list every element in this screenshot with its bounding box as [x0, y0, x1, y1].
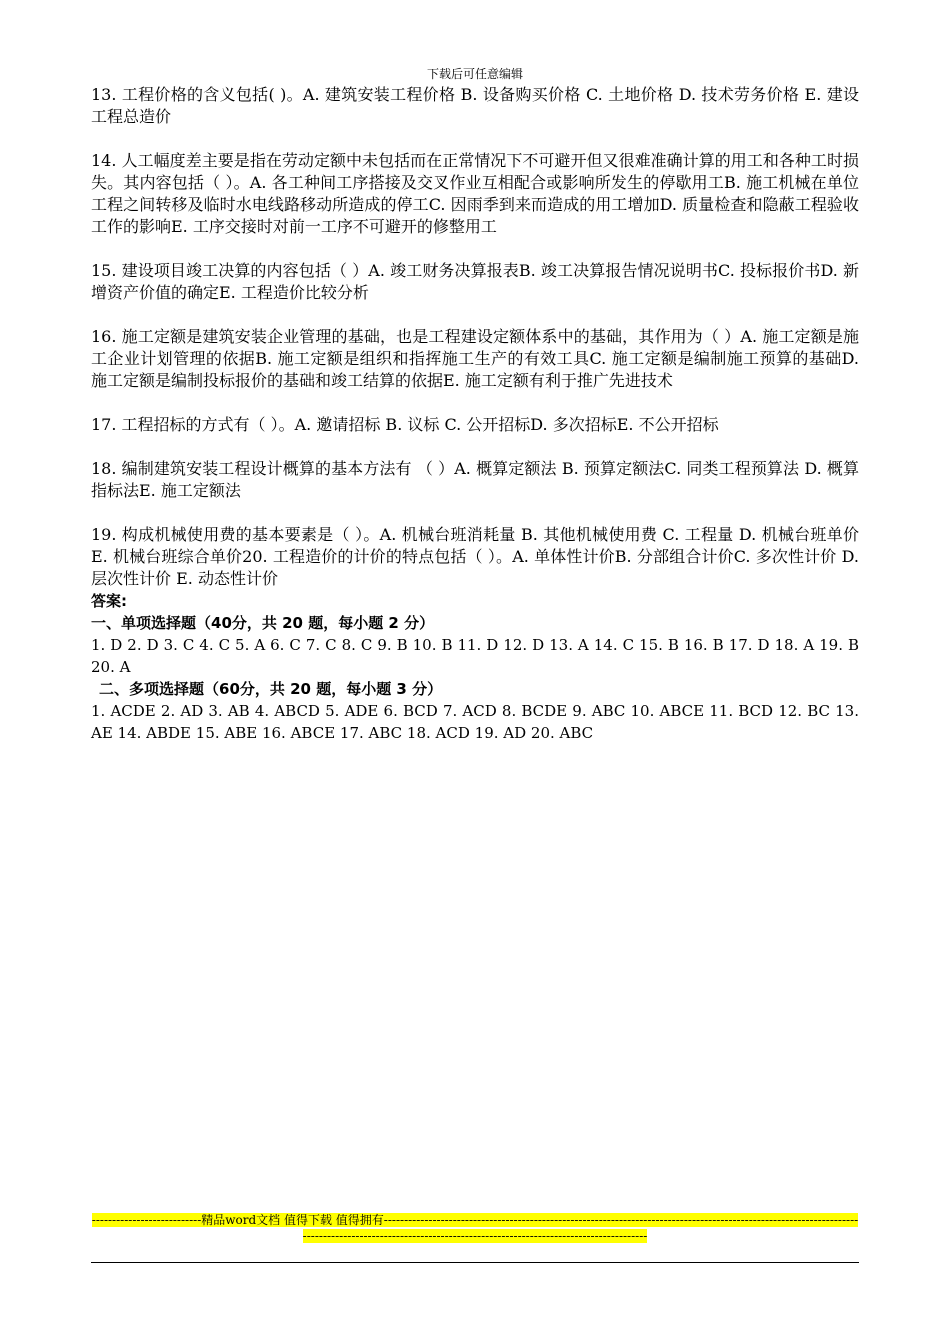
header-note: 下载后可任意编辑	[426, 67, 523, 81]
answers-heading: 答案:	[91, 592, 127, 610]
question-18: 18. 编制建筑安装工程设计概算的基本方法有 （ ）A. 概算定额法 B. 预算定额法C. 同类工程预算法 D. 概算指标法E. 施工定额法	[91, 459, 859, 500]
question-14: 14. 人工幅度差主要是指在劳动定额中未包括而在正常情况下不可避开但又很难准确计算的用工和各种工时损失。其内容包括（ ）。A. 各工种间工序搭接及交叉作业互相配合或影响所发生的停歇用工B. 施工机械在单位工程之间转移及临时水电线路移动所造成的停工C. 因雨季到来而造成的用工增加D. 质量检查和隐蔽工程验收工作的影响E. 工序交接时对前一工序不可避开的修整用工	[91, 151, 859, 236]
footer-banner	[91, 1212, 859, 1244]
question-19-20: 19. 构成机械使用费的基本要素是（ ）。A. 机械台班消耗量 B. 其他机械使用费 C. 工程量 D. 机械台班单价 E. 机械台班综合单价20. 工程造价的计价的特点包括（ ）。A. 单体性计价B. 分部组合计价C. 多次性计价 D. 层次性计价 E. 动态性计价	[91, 525, 859, 588]
footer-divider	[91, 1262, 859, 1263]
footer-banner-text: ---------------------------精品word文档 值得下载 值得拥有----------------------------------------------------------------------------------------------------------------------------------------------------------------------------------------------------------	[91, 1213, 859, 1243]
multi-choice-heading: 二、多项选择题（60分，共 20 题，每小题 3 分）	[99, 680, 443, 698]
single-choice-heading: 一、单项选择题（40分，共 20 题，每小题 2 分）	[91, 614, 435, 632]
question-13: 13. 工程价格的含义包括( )。A. 建筑安装工程价格 B. 设备购买价格 C. 土地价格 D. 技术劳务价格 E. 建设工程总造价	[91, 85, 859, 126]
question-16: 16. 施工定额是建筑安装企业管理的基础，也是工程建设定额体系中的基础，其作用为（ ）A. 施工定额是施工企业计划管理的依据B. 施工定额是组织和指挥施工生产的有效工具C. 施工定额是编制施工预算的基础D. 施工定额是编制投标报价的基础和竣工结算的依据E. 施工定额有利于推广先进技术	[91, 327, 859, 390]
single-choice-answers: 1. D 2. D 3. C 4. C 5. A 6. C 7. C 8. C 9. B 10. B 11. D 12. D 13. A 14. C 15. B 16. B 17. D 18. A 19. B 20. A	[91, 636, 859, 676]
multi-choice-answers: 1. ACDE 2. AD 3. AB 4. ABCD 5. ADE 6. BCD 7. ACD 8. BCDE 9. ABC 10. ABCE 11. BCD 12. BC 13. AE 14. ABDE 15. ABE 16. ABCE 17. ABC 18. ACD 19. AD 20. ABC	[91, 702, 859, 742]
question-15: 15. 建设项目竣工决算的内容包括（ ）A. 竣工财务决算报表B. 竣工决算报告情况说明书C. 投标报价书D. 新增资产价值的确定E. 工程造价比较分析	[91, 261, 859, 302]
document-body	[91, 84, 859, 744]
question-17: 17. 工程招标的方式有（ ）。A. 邀请招标 B. 议标 C. 公开招标D. 多次招标E. 不公开招标	[91, 415, 719, 434]
